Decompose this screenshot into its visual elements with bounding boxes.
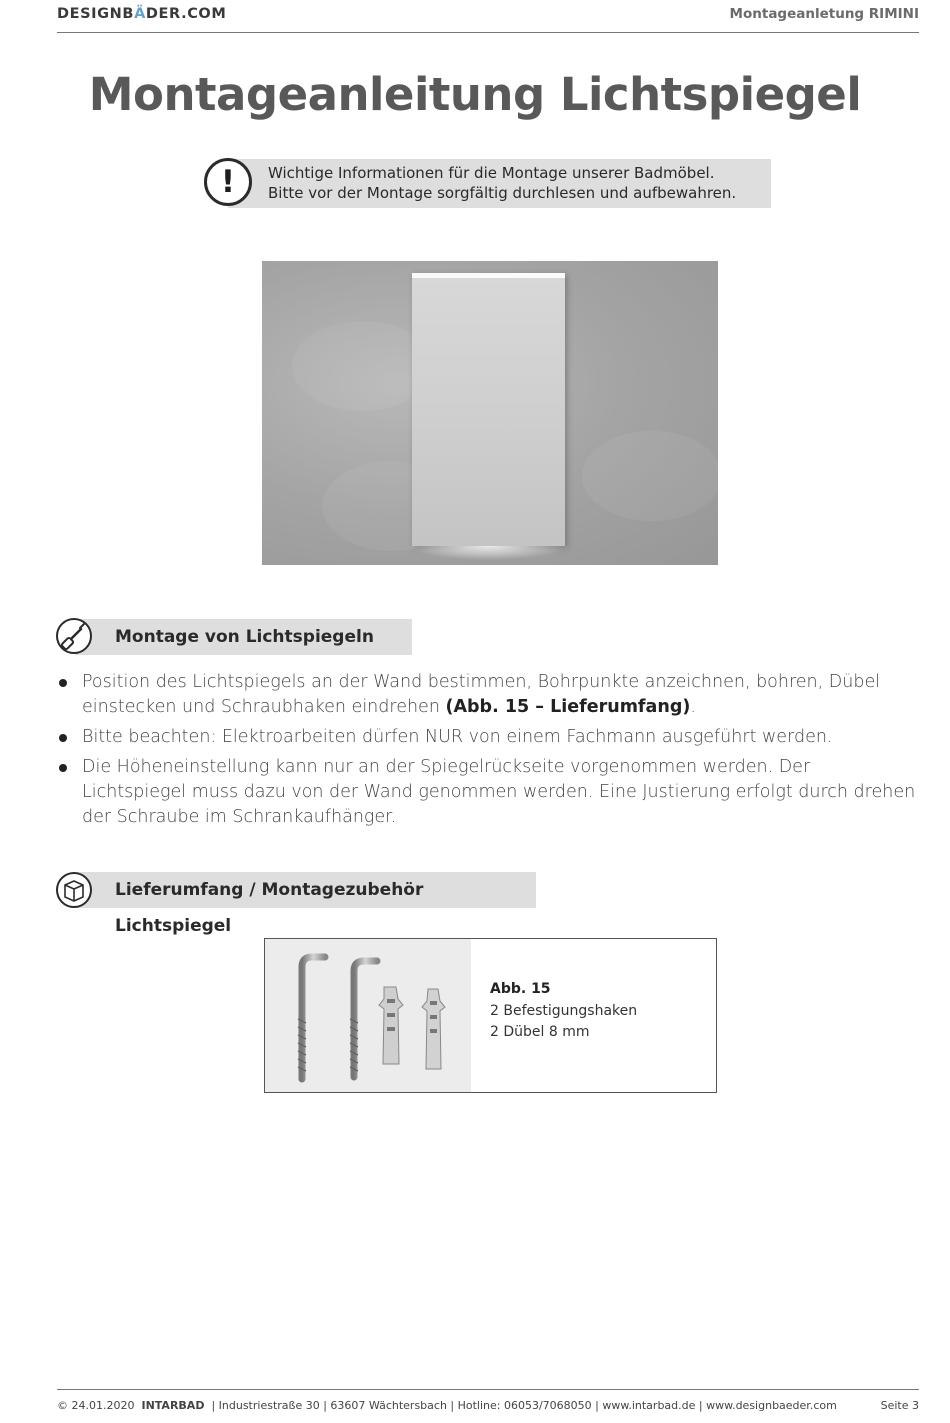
light-mirror (412, 273, 565, 546)
list-item: Bitte beachten: Elektroarbeiten dürfen NUR von einem Fachmann ausgeführt werden. (57, 725, 919, 750)
list-item: Die Höheneinstellung kann nur an der Spiegelrückseite vorgenommen werden. Der Lichtspiegel muss dazu von der Wand genommen werden. Eine Justierung erfolgt durch drehen der Schraube im Schrankaufhänger. (57, 755, 919, 830)
section-header-delivery: Lieferumfang / Montagezubehör Lichtspiegel (75, 872, 536, 908)
footer-company: INTARBAD (141, 1399, 205, 1412)
figure-caption: Abb. 15 (490, 981, 551, 997)
figure-item: 2 Dübel 8 mm (490, 1024, 590, 1040)
mirror-product-photo (262, 261, 718, 565)
page-title: Montageanleitung Lichtspiegel (88, 68, 862, 121)
mirror-bottom-glow (406, 546, 571, 560)
list-item: Position des Lichtspiegels an der Wand bestimmen, Bohrpunkte anzeichnen, bohren, Dübel einstecken und Schraubhaken eindrehen (Abb. 15 – Lieferumfang). (57, 670, 919, 720)
screwdriver-icon (56, 618, 92, 654)
instruction-list (57, 670, 919, 835)
box-icon (56, 872, 92, 908)
info-line-2: Bitte vor der Montage sorgfältig durchlesen und aufbewahren. (268, 184, 737, 202)
led-light-strip (412, 273, 565, 278)
figure-caption-block (490, 979, 637, 1044)
hooks-and-dowels-photo (265, 939, 471, 1092)
delivery-figure (264, 938, 717, 1093)
page-number: Seite 3 (880, 1399, 919, 1412)
important-info-box (228, 159, 771, 208)
footer-details: | Industriestraße 30 | 63607 Wächtersbach | Hotline: 06053/7068050 | www.intarbad.de | www.designbaeder.com (211, 1399, 837, 1412)
document-header-title: Montageanletung RIMINI (729, 6, 919, 22)
brand-logo: DESIGNBÄDER.COM (57, 6, 227, 22)
page-header (57, 0, 919, 33)
page-footer (57, 1389, 919, 1412)
exclamation-icon: ! (204, 158, 252, 206)
info-line-1: Wichtige Informationen für die Montage unserer Badmöbel. (268, 164, 715, 182)
figure-item: 2 Befestigungshaken (490, 1002, 638, 1019)
footer-date: © 24.01.2020 (57, 1399, 135, 1412)
section-header-mounting: Montage von Lichtspiegeln (75, 619, 412, 655)
